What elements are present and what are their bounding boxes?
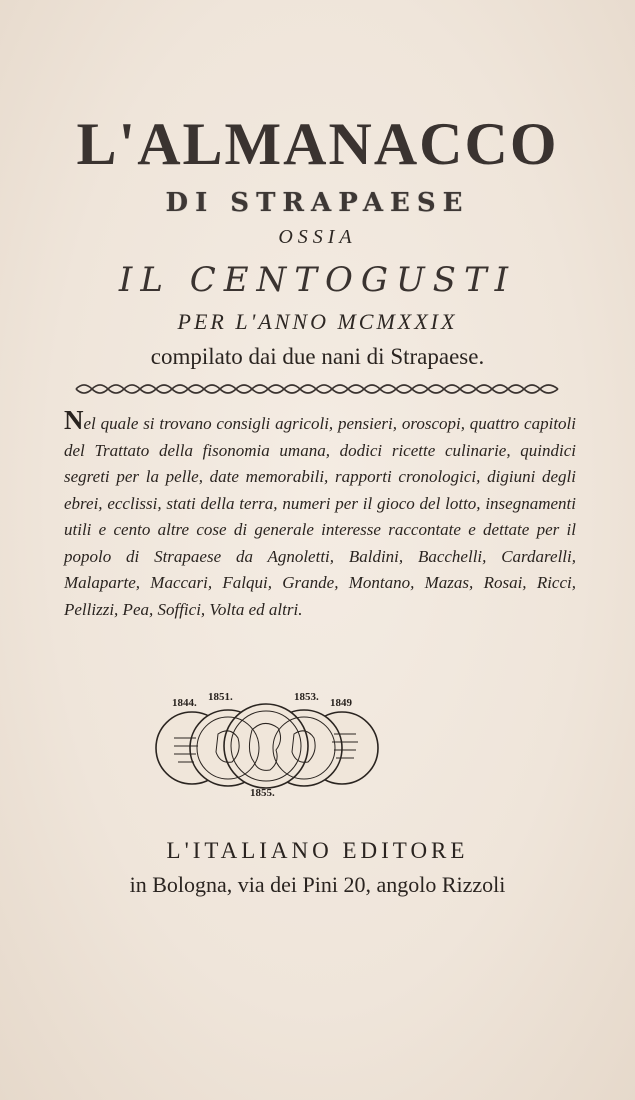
almanac-title: L'ALMANACCO	[76, 111, 559, 177]
medal-year-4: 1849	[330, 697, 352, 709]
ornamental-divider	[72, 380, 562, 398]
subtitle-centogusti: IL CENTOGUSTI	[118, 260, 517, 300]
description-text: el quale si trovano consigli agricoli, pensieri, oroscopi, quattro capitoli del Trattato della fisonomia umana, dodici ricette culinarie, quindici segreti per la pelle, date memorabili, rapporti cronologici, digiuni degli ebrei, ecclissi, stati della terra, numeri per il gioco del lotto, insegnamenti utili e cento altre cose di generale interesse raccontate e dettate per il popolo di Strapaese da Agnoletti, Baldini, Bacchelli, Cardarelli, Malaparte, Maccari, Falqui, Grande, Montano, Mazas, Rosai, Ricci, Pellizzi, Pea, Soffici, Volta ed altri.	[64, 414, 576, 619]
description-paragraph	[64, 405, 576, 623]
medal-year-3: 1853.	[294, 691, 319, 703]
medal-year-5: 1855.	[250, 787, 275, 799]
drop-cap: N	[64, 405, 84, 435]
prize-medals-illustration	[152, 690, 380, 802]
publisher-address: in Bologna, via dei Pini 20, angolo Rizzoli	[129, 872, 506, 897]
year-line: PER L'ANNO MCMXXIX	[177, 309, 458, 334]
publisher-name: L'ITALIANO EDITORE	[166, 838, 469, 863]
ossia-text: OSSIA	[278, 226, 357, 248]
medal-year-1: 1844.	[172, 697, 197, 709]
compiled-by-line: compilato dai due nani di Strapaese.	[150, 344, 485, 369]
subtitle-strapaese: DI STRAPAESE	[165, 188, 470, 218]
medal-year-2: 1851.	[208, 691, 233, 703]
